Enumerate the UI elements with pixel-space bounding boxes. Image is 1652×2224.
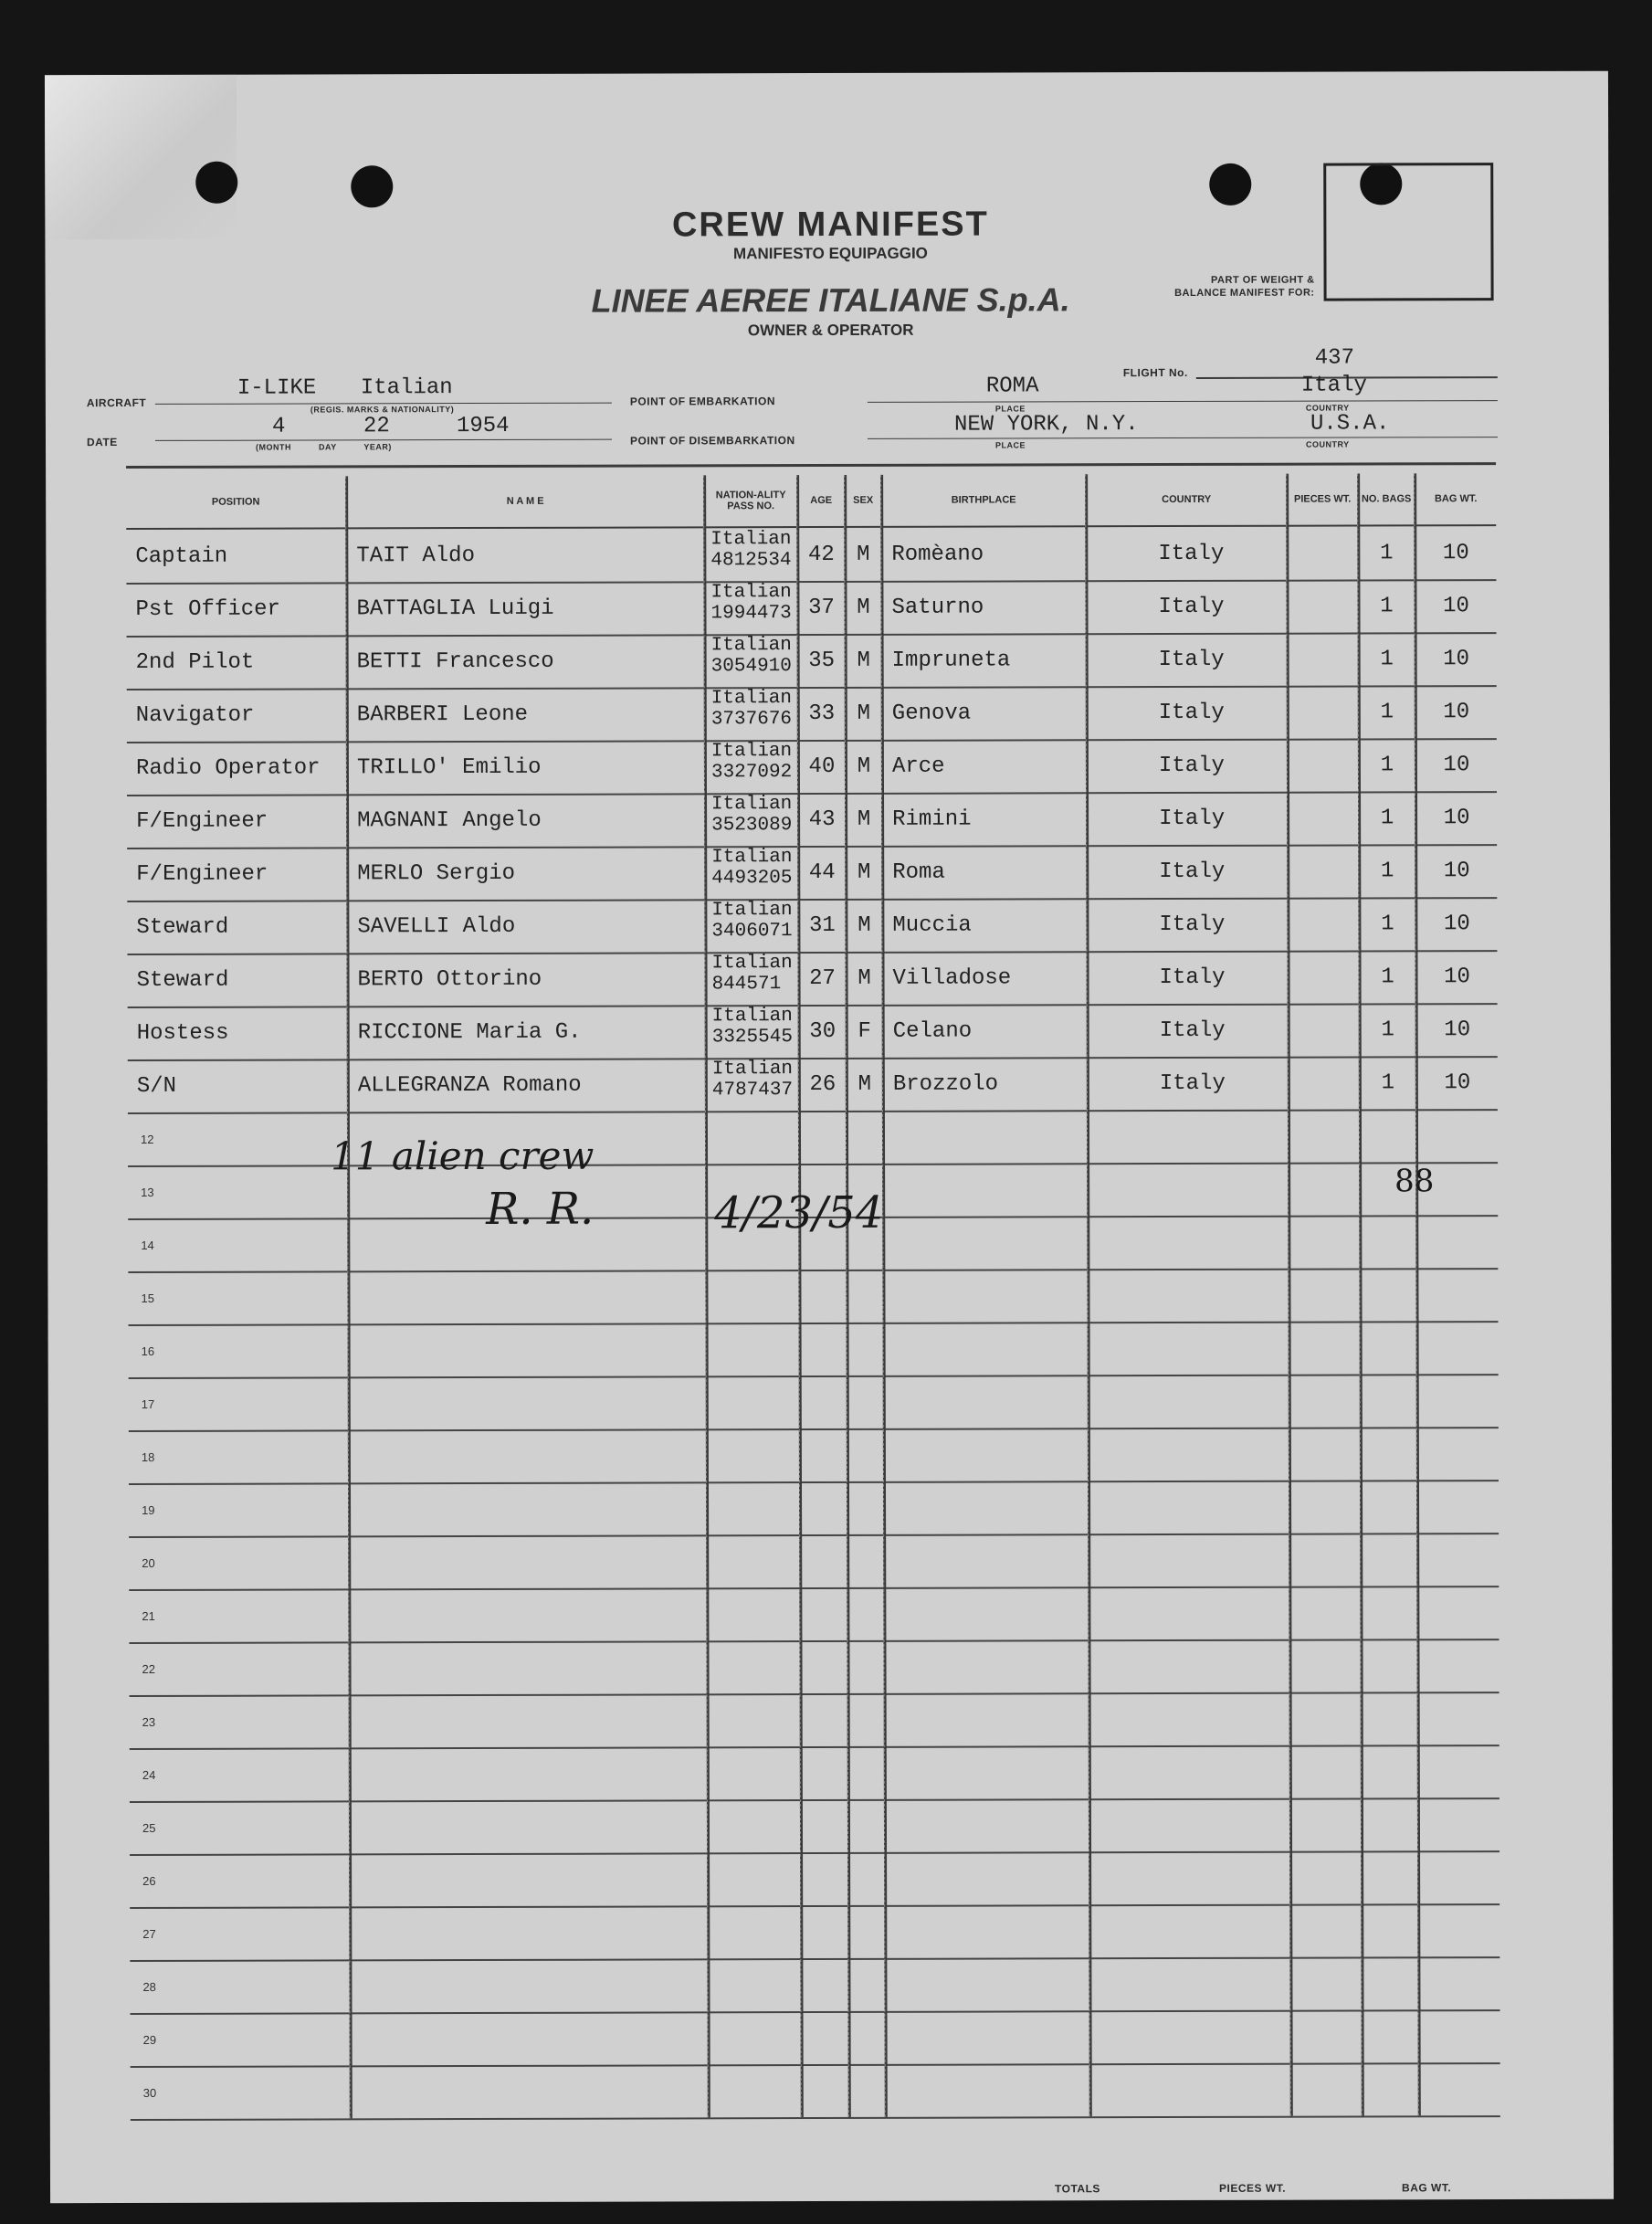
cell-country: Italy (1158, 700, 1225, 725)
cell-birthplace: Rimini (892, 806, 972, 832)
cell-sex: M (858, 912, 871, 938)
cell-bag_wt: 10 (1444, 1070, 1471, 1095)
cell-passport: 4493205 (711, 868, 793, 890)
punch-hole (351, 165, 393, 207)
cell-position: 2nd Pilot (135, 649, 255, 675)
cell-name: RICCIONE Maria G. (357, 1019, 582, 1045)
empty-row (129, 1427, 1499, 1485)
cell-country: Italy (1159, 964, 1226, 990)
manifest-sheet (45, 71, 1614, 2203)
divider (155, 439, 612, 441)
disembarkation-country: U.S.A. (1310, 411, 1390, 437)
date-year: 1954 (456, 413, 510, 439)
disembarkation-label: POINT OF DISEMBARKATION (629, 434, 795, 448)
empty-row (130, 1744, 1499, 1803)
cell-position: Steward (136, 967, 229, 993)
cell-bag_wt: 10 (1443, 646, 1470, 671)
cell-passport: 3523089 (711, 815, 793, 837)
cell-age: 42 (807, 542, 835, 567)
empty-row (130, 1956, 1499, 2015)
country-label: COUNTRY (1305, 403, 1350, 413)
col-sex: SEX (853, 494, 874, 506)
cell-bag_wt: 10 (1444, 964, 1470, 989)
cell-bag_wt: 10 (1443, 699, 1470, 724)
cell-country: Italy (1158, 594, 1225, 619)
cell-birthplace: Impruneta (891, 647, 1011, 673)
cell-nationality: Italian (710, 582, 792, 604)
cell-nationality: Italian (711, 1006, 793, 1028)
row-number: 21 (142, 1608, 155, 1623)
cell-name: ALLEGRANZA Romano (357, 1072, 582, 1098)
torn-corner (45, 75, 237, 240)
cell-nationality: Italian (710, 741, 793, 763)
cell-position: F/Engineer (136, 808, 268, 834)
place-label: PLACE (994, 404, 1026, 414)
row-number: 17 (141, 1397, 155, 1411)
col-age: AGE (810, 494, 833, 507)
cell-bags: 1 (1381, 911, 1394, 936)
weight-box-label: BALANCE MANIFEST FOR: (1174, 287, 1315, 300)
empty-row (129, 1374, 1499, 1432)
manifest-title: CREW MANIFEST (671, 205, 989, 245)
row-number: 24 (142, 1767, 156, 1782)
col-position: POSITION (211, 496, 260, 508)
row-number: 23 (142, 1714, 156, 1729)
cell-age: 31 (808, 912, 836, 938)
row-number: 13 (141, 1185, 154, 1199)
embarkation-label: POINT OF EMBARKATION (629, 395, 776, 408)
cell-country: Italy (1158, 753, 1225, 778)
cell-country: Italy (1159, 859, 1226, 884)
cell-sex: M (857, 648, 870, 673)
row-number: 30 (142, 2085, 157, 2100)
embarkation-country: Italy (1300, 373, 1367, 398)
cell-country: Italy (1158, 541, 1225, 566)
date-month: 4 (271, 414, 286, 439)
handwritten-note: 11 alien crew (330, 1133, 595, 1179)
cell-sex: M (857, 542, 870, 567)
row-number: 29 (142, 2032, 157, 2047)
cell-position: S/N (136, 1073, 177, 1099)
cell-bag_wt: 10 (1442, 540, 1469, 565)
cell-sex: M (857, 701, 871, 726)
cell-birthplace: Roma (892, 859, 945, 885)
row-number: 27 (142, 1926, 156, 1941)
manifest-subtitle: MANIFESTO EQUIPAGGIO (733, 244, 928, 263)
row-number: 12 (140, 1132, 154, 1146)
cell-birthplace: Brozzolo (892, 1071, 999, 1097)
punch-hole (195, 162, 237, 204)
cell-bag_wt: 10 (1443, 805, 1470, 830)
divider (126, 462, 1496, 469)
cell-bags: 1 (1381, 1070, 1395, 1095)
cell-nationality: Italian (710, 688, 792, 710)
cell-sex: M (857, 806, 871, 832)
cell-bag_wt: 10 (1443, 911, 1470, 936)
divider (868, 400, 1498, 403)
empty-row (131, 2009, 1500, 2068)
cell-passport: 4812534 (710, 550, 792, 572)
cell-position: Steward (136, 914, 229, 940)
date-day: 22 (363, 414, 390, 439)
date-sublabel: (MONTH DAY YEAR) (256, 442, 392, 452)
cell-name: BERTO Ottorino (357, 966, 542, 992)
total-bag-wt: 88 (1394, 1163, 1435, 1200)
empty-row (130, 1797, 1499, 1856)
cell-bag_wt: 10 (1443, 593, 1469, 618)
date-label: DATE (86, 436, 118, 449)
cell-birthplace: Saturno (891, 595, 984, 620)
empty-row (129, 1321, 1499, 1379)
cell-age: 37 (808, 595, 835, 620)
cell-name: BETTI Francesco (356, 648, 554, 674)
weight-balance-box (1323, 163, 1493, 300)
cell-birthplace: Genova (891, 701, 972, 726)
cell-bag_wt: 10 (1444, 1017, 1471, 1042)
empty-row (129, 1639, 1499, 1697)
cell-age: 26 (809, 1071, 837, 1097)
row-number: 15 (141, 1291, 154, 1305)
cell-country: Italy (1158, 647, 1225, 672)
cell-sex: M (857, 595, 870, 620)
weight-box-label: PART OF WEIGHT & (1211, 274, 1315, 286)
table-row (127, 738, 1497, 796)
cell-nationality: Italian (711, 794, 793, 816)
cell-age: 44 (808, 859, 836, 885)
bag-wt-label: BAG WT. (1401, 2181, 1452, 2195)
cell-country: Italy (1159, 806, 1226, 831)
cell-bags: 1 (1381, 858, 1394, 883)
row-number: 20 (142, 1555, 155, 1570)
cell-name: MERLO Sergio (357, 860, 516, 886)
totals-label: TOTALS (1054, 2182, 1100, 2196)
cell-birthplace: Celano (892, 1018, 973, 1044)
col-birthplace: BIRTHPLACE (951, 494, 1016, 506)
cell-bags: 1 (1380, 752, 1394, 777)
row-number: 18 (141, 1449, 155, 1464)
table-row (127, 844, 1497, 902)
cell-sex: M (858, 859, 871, 885)
cell-bags: 1 (1380, 805, 1394, 830)
place-label: PLACE (995, 440, 1026, 450)
pieces-wt-label: PIECES WT. (1218, 2181, 1287, 2195)
cell-passport: 3054910 (710, 656, 792, 678)
empty-row (130, 1692, 1499, 1750)
cell-sex: M (858, 965, 871, 991)
aircraft-label: AIRCRAFT (86, 395, 147, 410)
disembarkation-place: NEW YORK, N.Y. (953, 412, 1139, 437)
table-row (127, 685, 1497, 743)
table-row (127, 632, 1497, 690)
cell-birthplace: Muccia (892, 912, 972, 938)
cell-passport: 3327092 (710, 762, 793, 784)
empty-row (129, 1533, 1499, 1591)
cell-birthplace: Arce (891, 754, 945, 779)
aircraft-registration: I-LIKE (237, 375, 317, 401)
cell-bags: 1 (1380, 540, 1394, 565)
cell-name: SAVELLI Aldo (357, 913, 516, 939)
cell-bags: 1 (1381, 1017, 1394, 1042)
cell-position: Radio Operator (135, 754, 321, 781)
row-number: 25 (142, 1820, 156, 1835)
flight-no-label: FLIGHT No. (1122, 365, 1188, 380)
row-number: 26 (142, 1873, 156, 1888)
cell-position: Captain (135, 543, 228, 569)
row-number: 28 (142, 1979, 156, 1994)
cell-passport: 844571 (711, 974, 782, 996)
cell-passport: 1994473 (710, 603, 792, 625)
cell-position: Hostess (136, 1020, 229, 1046)
cell-position: Pst Officer (135, 596, 280, 622)
col-bag-wt: BAG WT. (1434, 493, 1478, 505)
col-pieces-wt: PIECES WT. (1293, 493, 1352, 505)
airline-name: LINEE AEREE ITALIANE S.p.A. (591, 280, 1070, 320)
cell-birthplace: Villadose (892, 964, 1012, 991)
cell-sex: M (857, 754, 871, 779)
cell-sex: F (858, 1018, 871, 1044)
flight-no-value: 437 (1314, 345, 1355, 371)
cell-age: 30 (809, 1018, 837, 1044)
cell-bags: 1 (1381, 964, 1394, 989)
cell-nationality: Italian (710, 635, 792, 657)
table-row (128, 1056, 1498, 1114)
table-row (126, 526, 1496, 585)
cell-age: 40 (808, 754, 836, 779)
row-number: 14 (141, 1238, 154, 1252)
cell-nationality: Italian (711, 1059, 794, 1080)
cell-nationality: Italian (711, 900, 793, 922)
cell-bag_wt: 10 (1443, 858, 1470, 883)
punch-hole (1209, 163, 1251, 206)
col-nationality: NATION-ALITY PASS NO. (715, 490, 786, 512)
aircraft-sublabel: (REGIS. MARKS & NATIONALITY) (310, 405, 455, 415)
cell-passport: 3406071 (711, 921, 793, 943)
col-name: N A M E (506, 495, 544, 507)
empty-row (128, 1268, 1498, 1326)
cell-age: 35 (808, 648, 836, 673)
cell-country: Italy (1159, 1070, 1226, 1096)
cell-passport: 3325545 (711, 1027, 793, 1049)
cell-nationality: Italian (711, 847, 793, 869)
cell-name: BATTAGLIA Luigi (356, 596, 554, 621)
empty-row (131, 2062, 1500, 2121)
table-row (128, 1003, 1498, 1061)
cell-country: Italy (1159, 1017, 1226, 1043)
cell-nationality: Italian (710, 529, 792, 551)
cell-name: MAGNANI Angelo (357, 807, 542, 833)
table-row (127, 791, 1497, 849)
handwritten-date: 4/23/54 (714, 1186, 884, 1239)
handwritten-initials: R. R. (486, 1183, 595, 1235)
cell-birthplace: Romèano (891, 542, 984, 567)
cell-name: BARBERI Leone (356, 701, 529, 727)
embarkation-place: ROMA (985, 374, 1039, 399)
cell-position: F/Engineer (136, 861, 268, 887)
cell-age: 27 (809, 965, 836, 991)
cell-passport: 3737676 (710, 709, 793, 731)
empty-row (130, 1850, 1499, 1909)
cell-sex: M (858, 1071, 872, 1097)
cell-bags: 1 (1380, 699, 1394, 724)
cell-name: TAIT Aldo (356, 543, 475, 568)
row-number: 22 (142, 1661, 156, 1676)
country-label: COUNTRY (1306, 439, 1350, 449)
col-country: COUNTRY (1162, 493, 1212, 506)
empty-row (130, 1903, 1499, 1962)
empty-row (129, 1586, 1499, 1644)
cell-age: 43 (808, 806, 836, 832)
table-row (127, 950, 1497, 1008)
empty-row (129, 1480, 1499, 1538)
cell-country: Italy (1159, 912, 1226, 937)
cell-name: TRILLO' Emilio (356, 754, 542, 780)
row-number: 19 (142, 1502, 155, 1517)
aircraft-nationality: Italian (360, 375, 453, 401)
cell-bag_wt: 10 (1443, 752, 1470, 777)
cell-bags: 1 (1380, 646, 1394, 671)
cell-age: 33 (808, 701, 836, 726)
cell-position: Navigator (135, 702, 255, 728)
cell-bags: 1 (1380, 593, 1394, 618)
cell-nationality: Italian (711, 953, 793, 975)
owner-label: OWNER & OPERATOR (747, 321, 914, 340)
table-row (127, 897, 1497, 955)
col-no-bags: NO. BAGS (1361, 493, 1412, 505)
table-row (126, 579, 1496, 638)
row-number: 16 (141, 1344, 155, 1358)
cell-passport: 4787437 (711, 1080, 794, 1101)
